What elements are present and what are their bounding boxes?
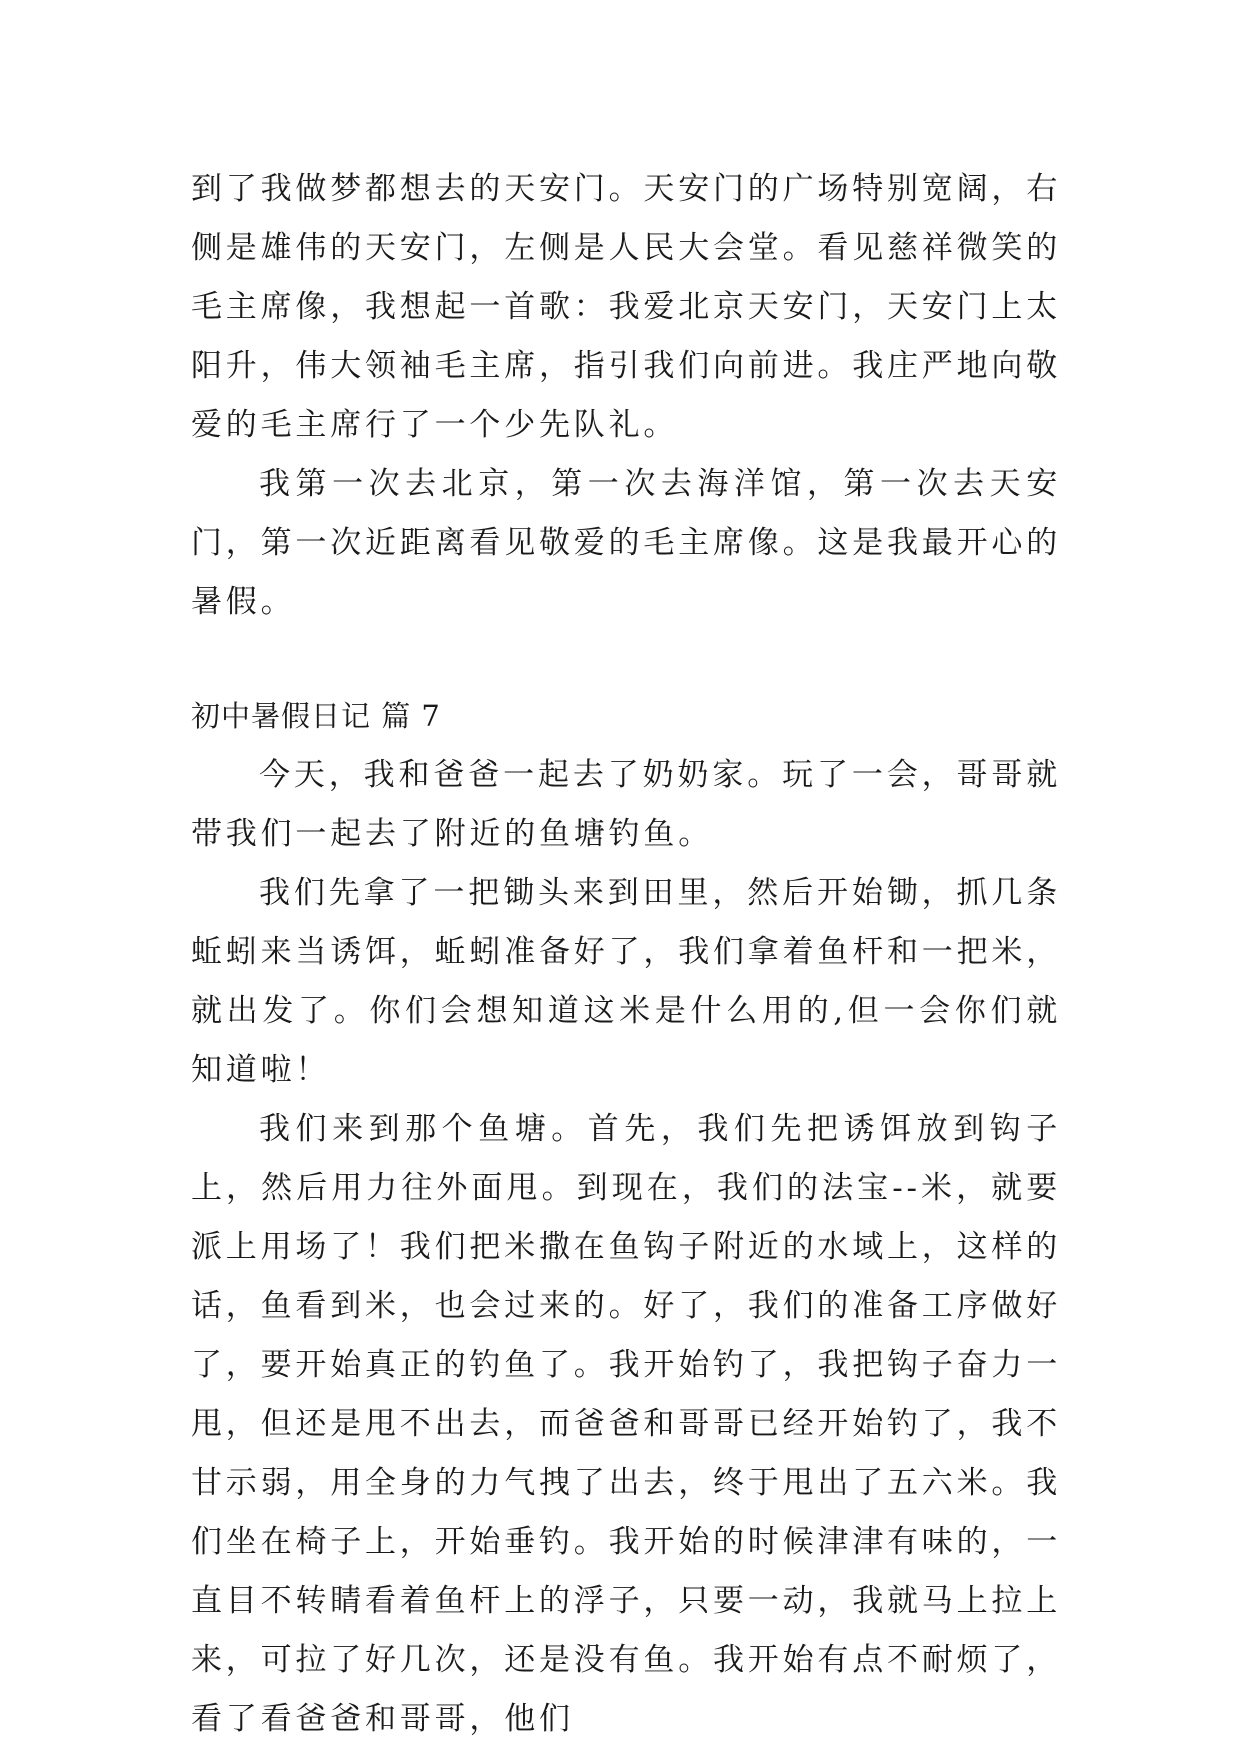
paragraph-summary: 我第一次去北京，第一次去海洋馆，第一次去天安门，第一次近距离看见敬爱的毛主席像。这是我最开心的暑假。 bbox=[191, 466, 1061, 620]
paragraph-grandma: 今天，我和爸爸一起去了奶奶家。玩了一会，哥哥就带我们一起去了附近的鱼塘钓鱼。 bbox=[191, 757, 1061, 852]
document-page bbox=[191, 160, 1061, 1749]
paragraph-preparation: 我们先拿了一把锄头来到田里，然后开始锄，抓几条蚯蚓来当诱饵，蚯蚓准备好了，我们拿着鱼杆和一把米，就出发了。你们会想知道这米是什么用的,但一会你们就知道啦！ bbox=[191, 875, 1061, 1088]
paragraph-tiananmen: 到了我做梦都想去的天安门。天安门的广场特别宽阔，右侧是雄伟的天安门，左侧是人民大会堂。看见慈祥微笑的毛主席像，我想起一首歌：我爱北京天安门，天安门上太阳升，伟大领袖毛主席，指引我们向前进。我庄严地向敬爱的毛主席行了一个少先队礼。 bbox=[191, 171, 1061, 443]
paragraph-fishing: 我们来到那个鱼塘。首先，我们先把诱饵放到钩子上，然后用力往外面甩。到现在，我们的法宝--米，就要派上用场了！我们把米撒在鱼钩子附近的水域上，这样的话，鱼看到米，也会过来的。好了，我们的准备工序做好了，要开始真正的钓鱼了。我开始钓了，我把钩子奋力一甩，但还是甩不出去，而爸爸和哥哥已经开始钓了，我不甘示弱，用全身的力气拽了出去，终于甩出了五六米。我们坐在椅子上，开始垂钓。我开始的时候津津有味的，一直目不转睛看着鱼杆上的浮子，只要一动，我就马上拉上来，可拉了好几次，还是没有鱼。我开始有点不耐烦了，看了看爸爸和哥哥，他们 bbox=[191, 1111, 1061, 1737]
section-title: 初中暑假日记 篇 7 bbox=[191, 699, 441, 733]
